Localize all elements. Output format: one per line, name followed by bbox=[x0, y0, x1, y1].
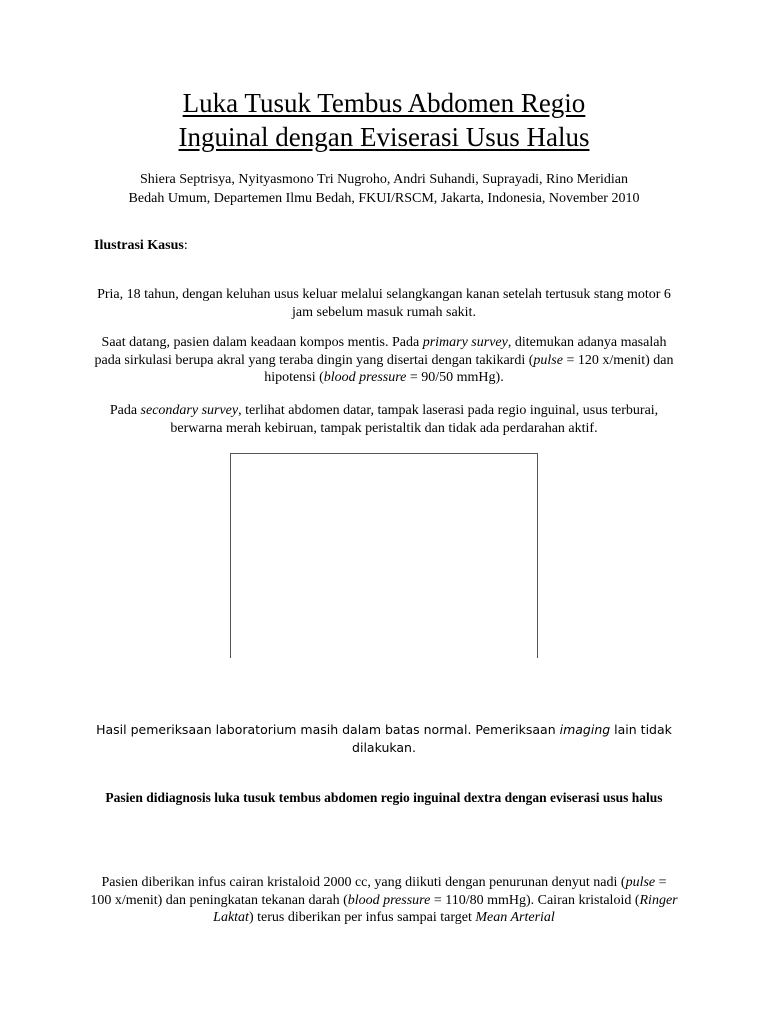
title-line-1: Luka Tusuk Tembus Abdomen Regio bbox=[182, 88, 586, 118]
p4-italic-blood-pressure: blood pressure bbox=[347, 892, 431, 908]
case-section-heading bbox=[94, 236, 188, 256]
paragraph-laboratory bbox=[90, 721, 678, 756]
paragraph-treatment bbox=[90, 874, 678, 927]
p4-text-g: ) terus diberikan per infus sampai target bbox=[248, 910, 476, 925]
p3-text-a: Pada bbox=[109, 403, 141, 418]
p3-italic-secondary-survey: secondary survey bbox=[140, 403, 239, 418]
author-block bbox=[84, 170, 684, 208]
case-section-label: Ilustrasi Kasus bbox=[94, 238, 184, 253]
p4-text-a: Pasien diberikan infus cairan kristaloid 2000 cc, yang diikuti dengan penurunan denyut nadi ( bbox=[101, 875, 626, 890]
clinical-image-frame bbox=[230, 453, 538, 658]
p2-text-c: , ditemukan adanya masalah pada sirkulasi berupa akral yang teraba dingin yang disertai dengan takikardi ( bbox=[94, 335, 667, 368]
case-section-colon: : bbox=[183, 238, 188, 253]
p4-text-e: = 110/80 mmHg). Cairan kristaloid ( bbox=[430, 892, 640, 908]
p3-text-c: , terlihat abdomen datar, tampak laserasi pada regio inguinal, usus terburai, berwarna merah kebiruan, tampak peristaltik dan tidak ada perdarahan aktif. bbox=[170, 403, 659, 436]
p2-italic-blood-pressure: blood pressure bbox=[323, 370, 407, 385]
p2-text-g: = 90/50 mmHg). bbox=[406, 370, 504, 385]
p2-text-a: Saat datang, pasien dalam keadaan kompos mentis. Pada bbox=[101, 335, 423, 350]
p4-italic-ringer-laktat: Ringer Laktat bbox=[213, 892, 678, 925]
author-names: Shiera Septrisya, Nyityasmono Tri Nugroho, Andri Suhandi, Suprayadi, Rino Meridian bbox=[139, 172, 629, 187]
p4-text-c: = 100 x/menit) dan peningkatan tekanan darah ( bbox=[90, 875, 667, 908]
document-title bbox=[84, 86, 684, 154]
p2-text-e: = 120 x/menit) dan hipotensi ( bbox=[264, 352, 674, 385]
paragraph-patient-complaint: Pria, 18 tahun, dengan keluhan usus keluar melalui selangkangan kanan setelah tertusuk stang motor 6 jam sebelum masuk rumah sakit. bbox=[97, 287, 671, 320]
p2-italic-pulse: pulse bbox=[533, 352, 563, 368]
paragraph-primary-survey bbox=[90, 334, 678, 387]
lab-text-a: Hasil pemeriksaan laboratorium masih dalam batas normal. Pemeriksaan bbox=[96, 722, 560, 737]
paragraph-diagnosis: Pasien didiagnosis luka tusuk tembus abdomen regio inguinal dextra dengan eviserasi usus halus bbox=[105, 790, 663, 805]
author-affiliation: Bedah Umum, Departemen Ilmu Bedah, FKUI/RSCM, Jakarta, Indonesia, November 2010 bbox=[128, 191, 640, 206]
p2-italic-primary-survey: primary survey bbox=[422, 335, 508, 350]
title-line-2: Inguinal dengan Eviserasi Usus Halus bbox=[178, 122, 590, 152]
lab-italic-imaging: imaging bbox=[559, 722, 611, 737]
p4-italic-pulse: pulse bbox=[625, 875, 656, 890]
p4-italic-mean-arterial: Mean Arterial bbox=[475, 910, 555, 925]
lab-text-c: lain tidak dilakukan. bbox=[352, 722, 672, 755]
paragraph-secondary-survey bbox=[90, 402, 678, 437]
